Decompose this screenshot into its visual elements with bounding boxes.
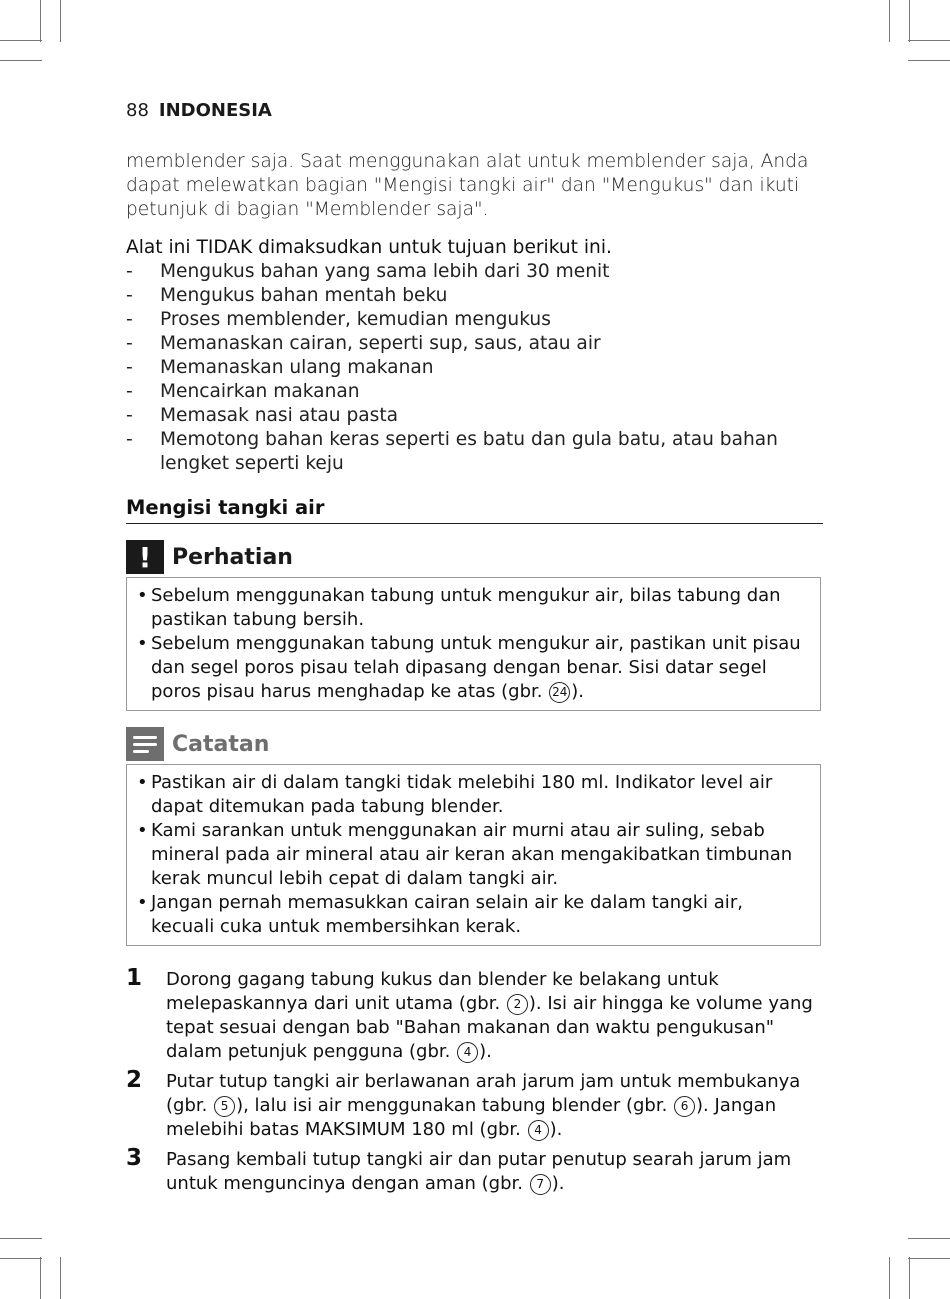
page-content xyxy=(126,150,826,1202)
note-title: Catatan xyxy=(172,731,270,757)
caution-box xyxy=(126,577,821,711)
list-item: - Mencairkan makanan xyxy=(126,381,360,402)
note-lines-icon xyxy=(126,727,164,761)
step-number: 1 xyxy=(126,965,143,991)
step-number: 3 xyxy=(126,1145,143,1171)
caution-list xyxy=(137,584,810,704)
not-intended-title: Alat ini TIDAK dimaksudkan untuk tujuan berikut ini. xyxy=(126,237,612,258)
intro-paragraph: memblender saja. Saat menggunakan alat untuk memblender saja, Anda dapat melewatkan bagian "Mengisi tangki air" dan "Mengukus" dan ikuti petunjuk di bagian "Memblender saja". xyxy=(126,151,809,220)
crop-mark xyxy=(909,1257,910,1299)
figure-ref: 7 xyxy=(530,1174,551,1195)
crop-mark xyxy=(908,1258,950,1259)
list-item: • Pastikan air di dalam tangki tidak melebihi 180 ml. Indikator level air dapat ditemukan pada tabung blender. xyxy=(137,771,810,819)
step-number: 2 xyxy=(126,1067,143,1093)
page-header xyxy=(126,99,272,123)
page-number: 88 xyxy=(126,100,149,121)
crop-mark xyxy=(908,60,950,61)
list-item: • Sebelum menggunakan tabung untuk mengukur air, pastikan unit pisau dan segel poros pisau telah dipasang dengan benar. Sisi datar segel poros pisau harus menghadap ke atas (gbr. 24 ). xyxy=(137,632,810,704)
steps-list xyxy=(126,965,826,1196)
figure-ref: 4 xyxy=(457,1042,478,1063)
list-item: - Proses memblender, kemudian mengukus xyxy=(126,309,551,330)
list-item: • Jangan pernah memasukkan cairan selain air ke dalam tangki air, kecuali cuka untuk membersihkan kerak. xyxy=(137,891,810,939)
caution-header xyxy=(126,540,826,574)
list-item: • Sebelum menggunakan tabung untuk mengukur air, bilas tabung dan pastikan tabung bersih. xyxy=(137,584,810,632)
list-item: - Memanaskan cairan, seperti sup, saus, atau air xyxy=(126,333,601,354)
crop-mark xyxy=(0,40,42,41)
crop-mark xyxy=(60,1257,61,1299)
crop-mark xyxy=(60,0,61,42)
not-intended-list xyxy=(126,260,826,476)
crop-mark xyxy=(889,1257,890,1299)
crop-mark xyxy=(908,40,950,41)
crop-mark xyxy=(0,60,42,61)
list-item: - Mengukus bahan yang sama lebih dari 30 menit xyxy=(126,261,610,282)
step-item: 1 Dorong gagang tabung kukus dan blender ke belakang untuk melepaskannya dari unit utama (gbr. 2 ). Isi air hingga ke volume yang tepat sesuai dengan bab "Bahan makanan dan waktu pengukusan" dalam petunjuk pengguna (gbr. 4 ). xyxy=(126,965,813,1062)
figure-ref: 2 xyxy=(507,994,528,1015)
list-item: - Memanaskan ulang makanan xyxy=(126,357,434,378)
figure-ref: 5 xyxy=(214,1096,235,1117)
crop-mark xyxy=(0,1258,42,1259)
figure-ref: 4 xyxy=(528,1120,549,1141)
crop-mark xyxy=(908,1238,950,1239)
note-list xyxy=(137,771,810,939)
list-item: - Memasak nasi atau pasta xyxy=(126,405,399,426)
step-item: 3 Pasang kembali tutup tangki air dan putar penutup searah jarum jam untuk menguncinya dengan aman (gbr. 7 ). xyxy=(126,1145,792,1194)
caution-title: Perhatian xyxy=(172,544,293,570)
figure-ref: 6 xyxy=(674,1096,695,1117)
list-item: - Memotong bahan keras seperti es batu dan gula batu, atau bahan lengket seperti keju xyxy=(126,429,778,474)
figure-ref: 24 xyxy=(549,682,570,703)
exclamation-icon: ! xyxy=(126,540,164,574)
note-header xyxy=(126,727,826,761)
crop-mark xyxy=(40,0,41,42)
page-language: INDONESIA xyxy=(158,100,272,121)
list-item: - Mengukus bahan mentah beku xyxy=(126,285,448,306)
crop-mark xyxy=(889,0,890,42)
crop-mark xyxy=(909,0,910,42)
step-item: 2 Putar tutup tangki air berlawanan arah jarum jam untuk membukanya (gbr. 5 ), lalu isi air menggunakan tabung blender (gbr. 6 ). Jangan melebihi batas MAKSIMUM 180 ml (gbr. 4 ). xyxy=(126,1067,801,1140)
list-item: • Kami sarankan untuk menggunakan air murni atau air suling, sebab mineral pada air mineral atau air keran akan mengakibatkan timbunan kerak muncul lebih cepat di dalam tangki air. xyxy=(137,819,810,891)
crop-mark xyxy=(40,1257,41,1299)
crop-mark xyxy=(0,1238,42,1239)
note-box xyxy=(126,764,821,946)
section-title: Mengisi tangki air xyxy=(126,494,823,524)
